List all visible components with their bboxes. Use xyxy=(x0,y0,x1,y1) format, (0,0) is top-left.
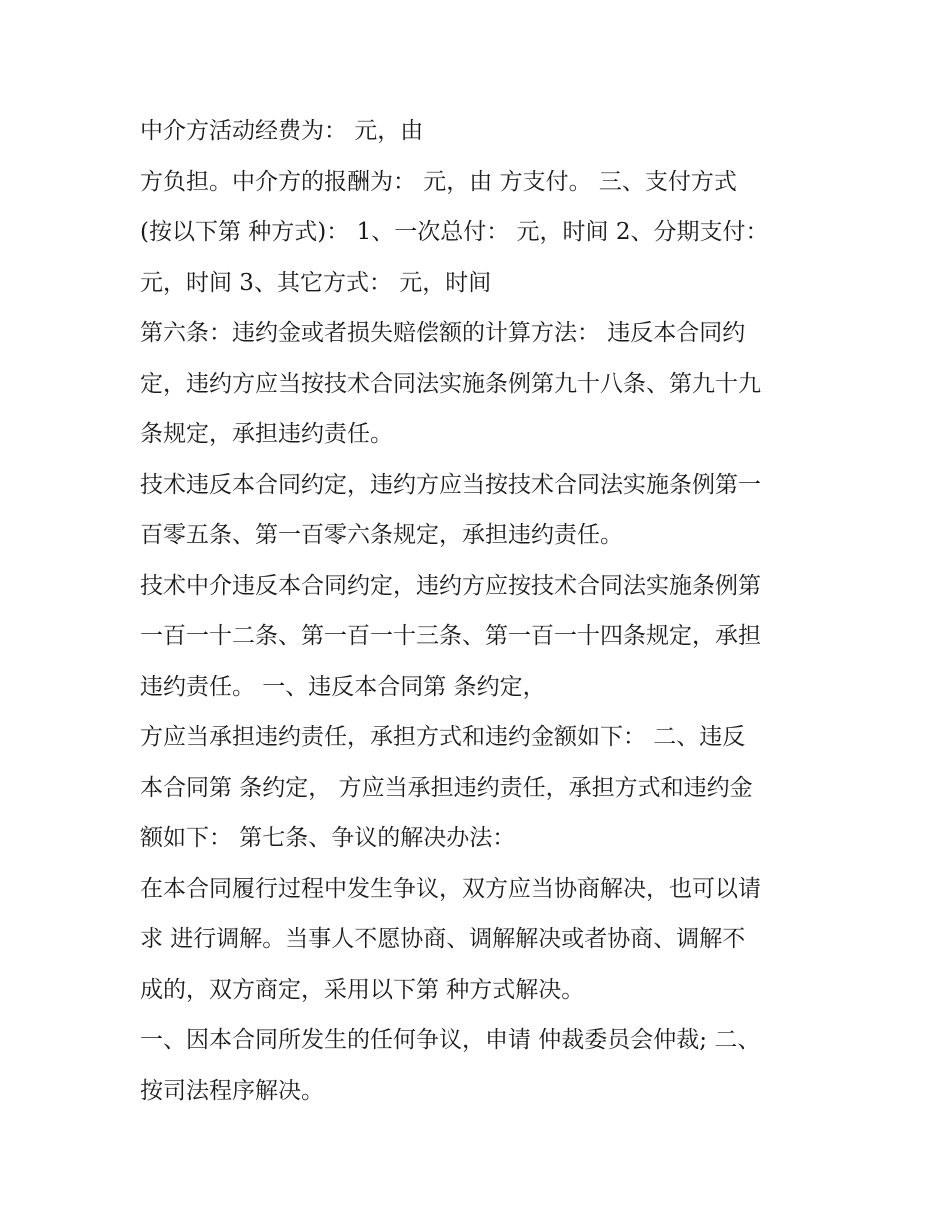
text-line: 方负担。中介方的报酬为： 元，由 方支付。 三、支付方式 xyxy=(140,168,737,195)
text-line: 方应当承担违约责任，承担方式和违约金额如下： 二、违反 xyxy=(140,724,746,750)
text-line: 按司法程序解决。 xyxy=(140,1077,324,1104)
text-line: 额如下： 第七条、争议的解决办法： xyxy=(140,825,516,851)
text-line: 在本合同履行过程中发生争议，双方应当协商解决，也可以请 xyxy=(140,875,761,902)
text-line: 定，违约方应当按技术合同法实施条例第九十八条、第九十九 xyxy=(140,370,761,397)
text-line: 一、因本合同所发生的任何争议，申请 仲裁委员会仲裁; 二、 xyxy=(140,1027,761,1053)
text-line: (按以下第 种方式)： 1、一次总付： 元，时间 2、分期支付： xyxy=(140,219,769,245)
text-line: 技术违反本合同约定，违约方应当按技术合同法实施条例第一 xyxy=(140,471,761,498)
text-line: 百零五条、第一百零六条规定，承担违约责任。 xyxy=(140,522,623,548)
text-line: 元，时间 3、其它方式： 元，时间 xyxy=(140,269,492,296)
text-line: 第六条：违约金或者损失赔偿额的计算方法： 违反本合同约 xyxy=(140,320,746,346)
text-line: 成的，双方商定，采用以下第 种方式解决。 xyxy=(140,976,585,1003)
text-line: 本合同第 条约定， 方应当承担违约责任，承担方式和违约金 xyxy=(140,774,753,801)
text-line: 违约责任。 一、违反本合同第 条约定， xyxy=(140,673,546,700)
text-line: 技术中介违反本合同约定，违约方应按技术合同法实施条例第 xyxy=(140,572,761,599)
text-line: 中介方活动经费为： 元，由 xyxy=(140,118,424,144)
text-line: 条规定，承担违约责任。 xyxy=(140,421,393,447)
text-line: 一百一十二条、第一百一十三条、第一百一十四条规定，承担 xyxy=(140,623,761,649)
document-body xyxy=(140,106,830,1116)
text-line: 求 进行调解。当事人不愿协商、调解解决或者协商、调解不 xyxy=(140,926,746,952)
